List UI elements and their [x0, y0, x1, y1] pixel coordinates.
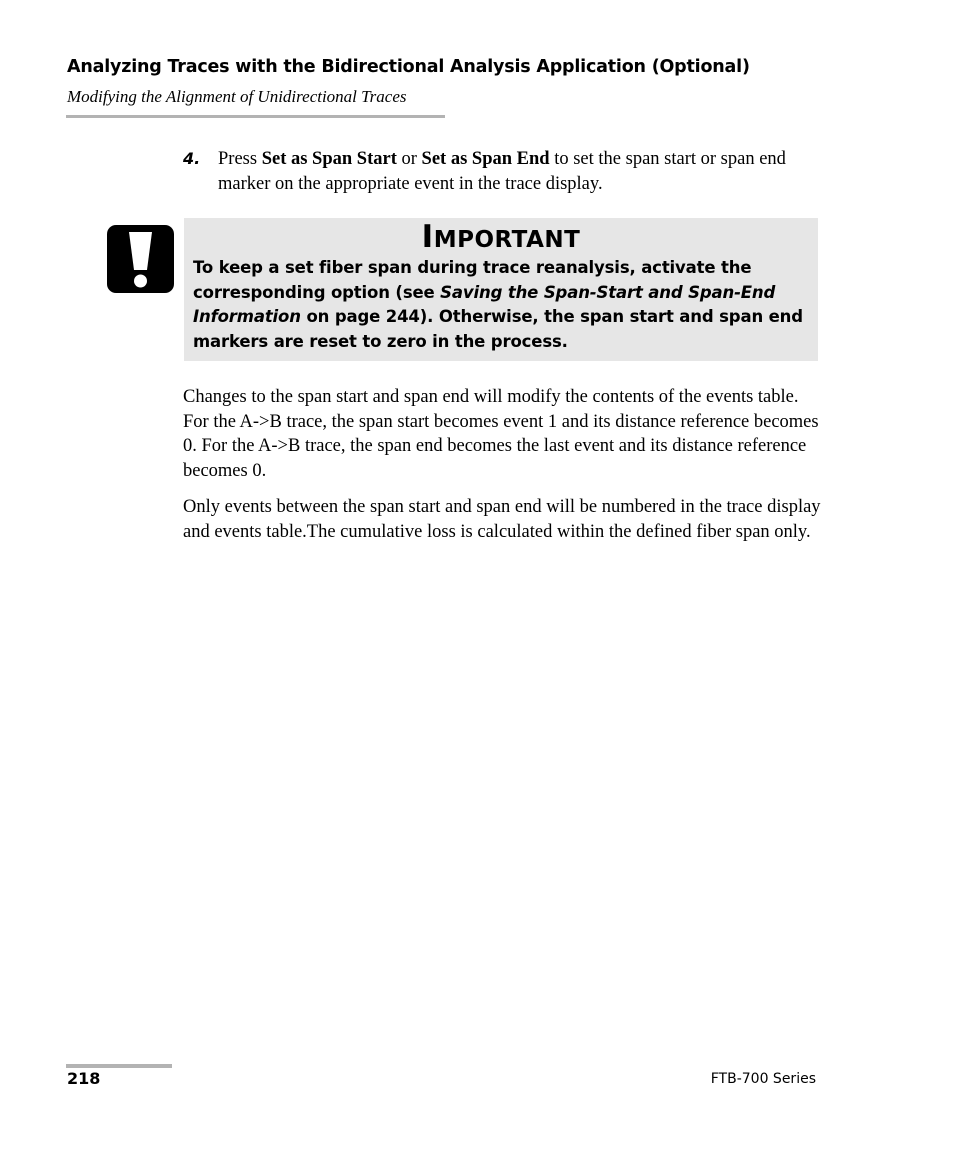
span-end-button-label: Set as Span End	[421, 149, 550, 169]
step-prefix: Press	[218, 149, 262, 169]
important-text	[193, 256, 815, 354]
section-subtitle: Modifying the Alignment of Unidirectional Traces	[67, 87, 407, 106]
body-paragraph-2: Only events between the span start and span end will be numbered in the trace display and events table.The cumulative loss is calculated within the defined fiber span only.	[183, 497, 821, 542]
span-start-button-label: Set as Span Start	[261, 149, 397, 169]
important-heading-rest: MPORTANT	[433, 227, 581, 253]
exclamation-icon	[107, 225, 174, 293]
header-divider	[66, 115, 445, 118]
important-heading-initial: I	[421, 219, 434, 255]
page-number: 218	[67, 1069, 101, 1088]
chapter-title: Analyzing Traces with the Bidirectional Analysis Application (Optional)	[67, 57, 750, 77]
step-suffix: to set the span start or span end marker on the appropriate event in the trace display.	[218, 149, 786, 194]
body-paragraph-1: Changes to the span start and span end will modify the contents of the events table. For the A->B trace, the span start becomes event 1 and its distance reference becomes 0. For the A->B trace, the span end becomes the last event and its distance reference becomes 0.	[183, 387, 819, 481]
product-series: FTB-700 Series	[710, 1071, 816, 1087]
important-heading	[184, 218, 818, 259]
cross-reference-link[interactable]: Saving the Span-Start and Span-End Information	[193, 282, 776, 326]
step-instruction	[218, 147, 818, 197]
important-text-start: To keep a set fiber span during trace reanalysis, activate the corresponding option (see	[193, 258, 752, 302]
important-text-end: on page 244). Otherwise, the span start and span end markers are reset to zero in the process.	[193, 307, 803, 351]
step-connector: or	[396, 149, 422, 169]
step-number: 4.	[183, 149, 201, 168]
footer-divider	[66, 1064, 172, 1068]
